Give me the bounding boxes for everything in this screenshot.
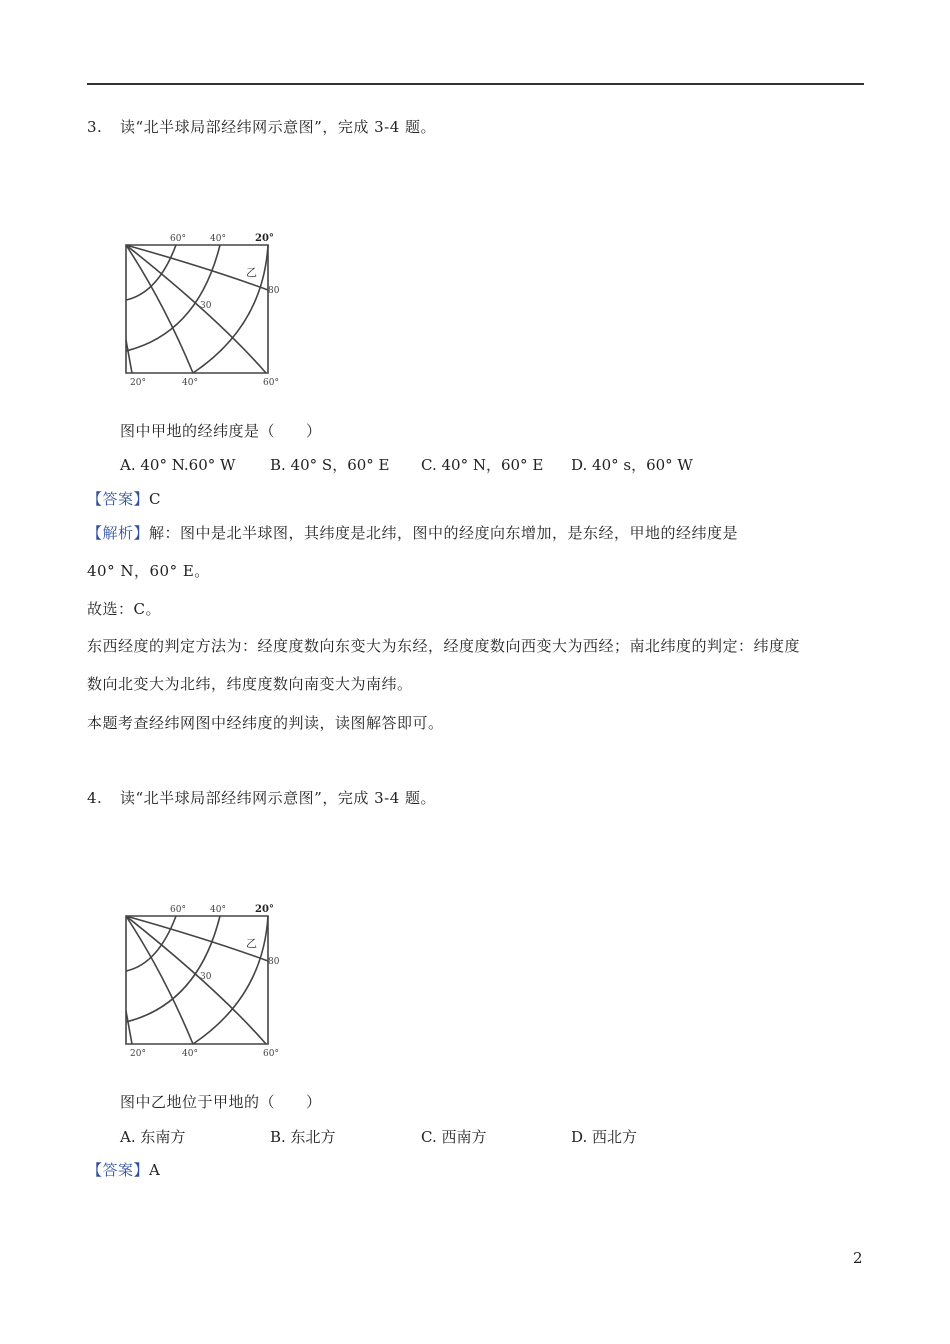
- q3-analysis-line6: 本题考查经纬网图中经纬度的判读，读图解答即可。: [87, 714, 444, 732]
- q4-option-a: A. 东南方: [120, 1128, 186, 1146]
- q4-answer-line: [87, 1160, 160, 1180]
- q3-option-c: C. 40° N，60° E: [421, 456, 544, 474]
- header-rule: [87, 83, 864, 85]
- top-label-60: 60°: [170, 234, 186, 244]
- q3-analysis-line2: 40° N，60° E。: [87, 562, 210, 580]
- q3-answer-line: [87, 489, 161, 509]
- q3-graticule-figure: [118, 228, 288, 388]
- q3-analysis-line5: 数向北变大为北纬，纬度度数向南变大为南纬。: [87, 675, 413, 693]
- point-jia-label: 30: [200, 301, 212, 311]
- q3-stem: 读“北半球局部经纬网示意图”，完成 3-4 题。: [120, 118, 437, 136]
- q4-option-b: B. 东北方: [270, 1128, 336, 1146]
- bottom-label-20: 20°: [130, 378, 146, 388]
- q4-answer-tag: 【答案】: [87, 1161, 150, 1179]
- top-label-20: 20°: [255, 233, 274, 244]
- bottom-label-40: 40°: [182, 378, 198, 388]
- q3-number: 3.: [87, 118, 103, 136]
- bottom-label-20: 20°: [130, 1049, 146, 1059]
- q4-option-c: C. 西南方: [421, 1128, 487, 1146]
- graticule-map: [118, 228, 288, 388]
- q3-analysis-tag: 【解析】: [87, 524, 150, 542]
- q3-analysis-line4: 东西经度的判定方法为：经度度数向东变大为东经，经度度数向西变大为西经；南北纬度的判定：纬度度: [87, 637, 801, 655]
- q3-question: 图中甲地的经纬度是（ ）: [120, 422, 322, 440]
- right-label-80: 80: [268, 286, 280, 296]
- q3-answer-value: C: [149, 490, 161, 508]
- page-number: 2: [853, 1249, 864, 1267]
- point-yi-label: 乙: [246, 937, 257, 950]
- point-yi-label: 乙: [246, 266, 257, 279]
- bottom-label-40: 40°: [182, 1049, 198, 1059]
- q4-question: 图中乙地位于甲地的（ ）: [120, 1093, 322, 1111]
- top-label-40: 40°: [210, 905, 226, 915]
- q4-stem: 读“北半球局部经纬网示意图”，完成 3-4 题。: [120, 789, 437, 807]
- bottom-label-60: 60°: [263, 378, 279, 388]
- q3-analysis-text1: 解：图中是北半球图，其纬度是北纬，图中的经度向东增加，是东经，甲地的经纬度是: [149, 524, 739, 542]
- q4-answer-value: A: [149, 1161, 161, 1179]
- q4-number: 4.: [87, 789, 103, 807]
- q3-option-b: B. 40° S，60° E: [270, 456, 390, 474]
- top-label-40: 40°: [210, 234, 226, 244]
- top-label-20: 20°: [255, 904, 274, 915]
- bottom-label-60: 60°: [263, 1049, 279, 1059]
- q3-analysis-line3: 故选：C。: [87, 600, 161, 618]
- point-jia-label: 30: [200, 972, 212, 982]
- right-label-80: 80: [268, 957, 280, 967]
- q3-option-d: D. 40° s，60° W: [571, 456, 693, 474]
- q3-option-a: A. 40° N.60° W: [120, 456, 236, 474]
- q3-analysis-line1: [87, 523, 738, 543]
- graticule-map: [118, 899, 288, 1059]
- q3-answer-tag: 【答案】: [87, 490, 150, 508]
- top-label-60: 60°: [170, 905, 186, 915]
- q4-graticule-figure: [118, 899, 288, 1059]
- q4-option-d: D. 西北方: [571, 1128, 638, 1146]
